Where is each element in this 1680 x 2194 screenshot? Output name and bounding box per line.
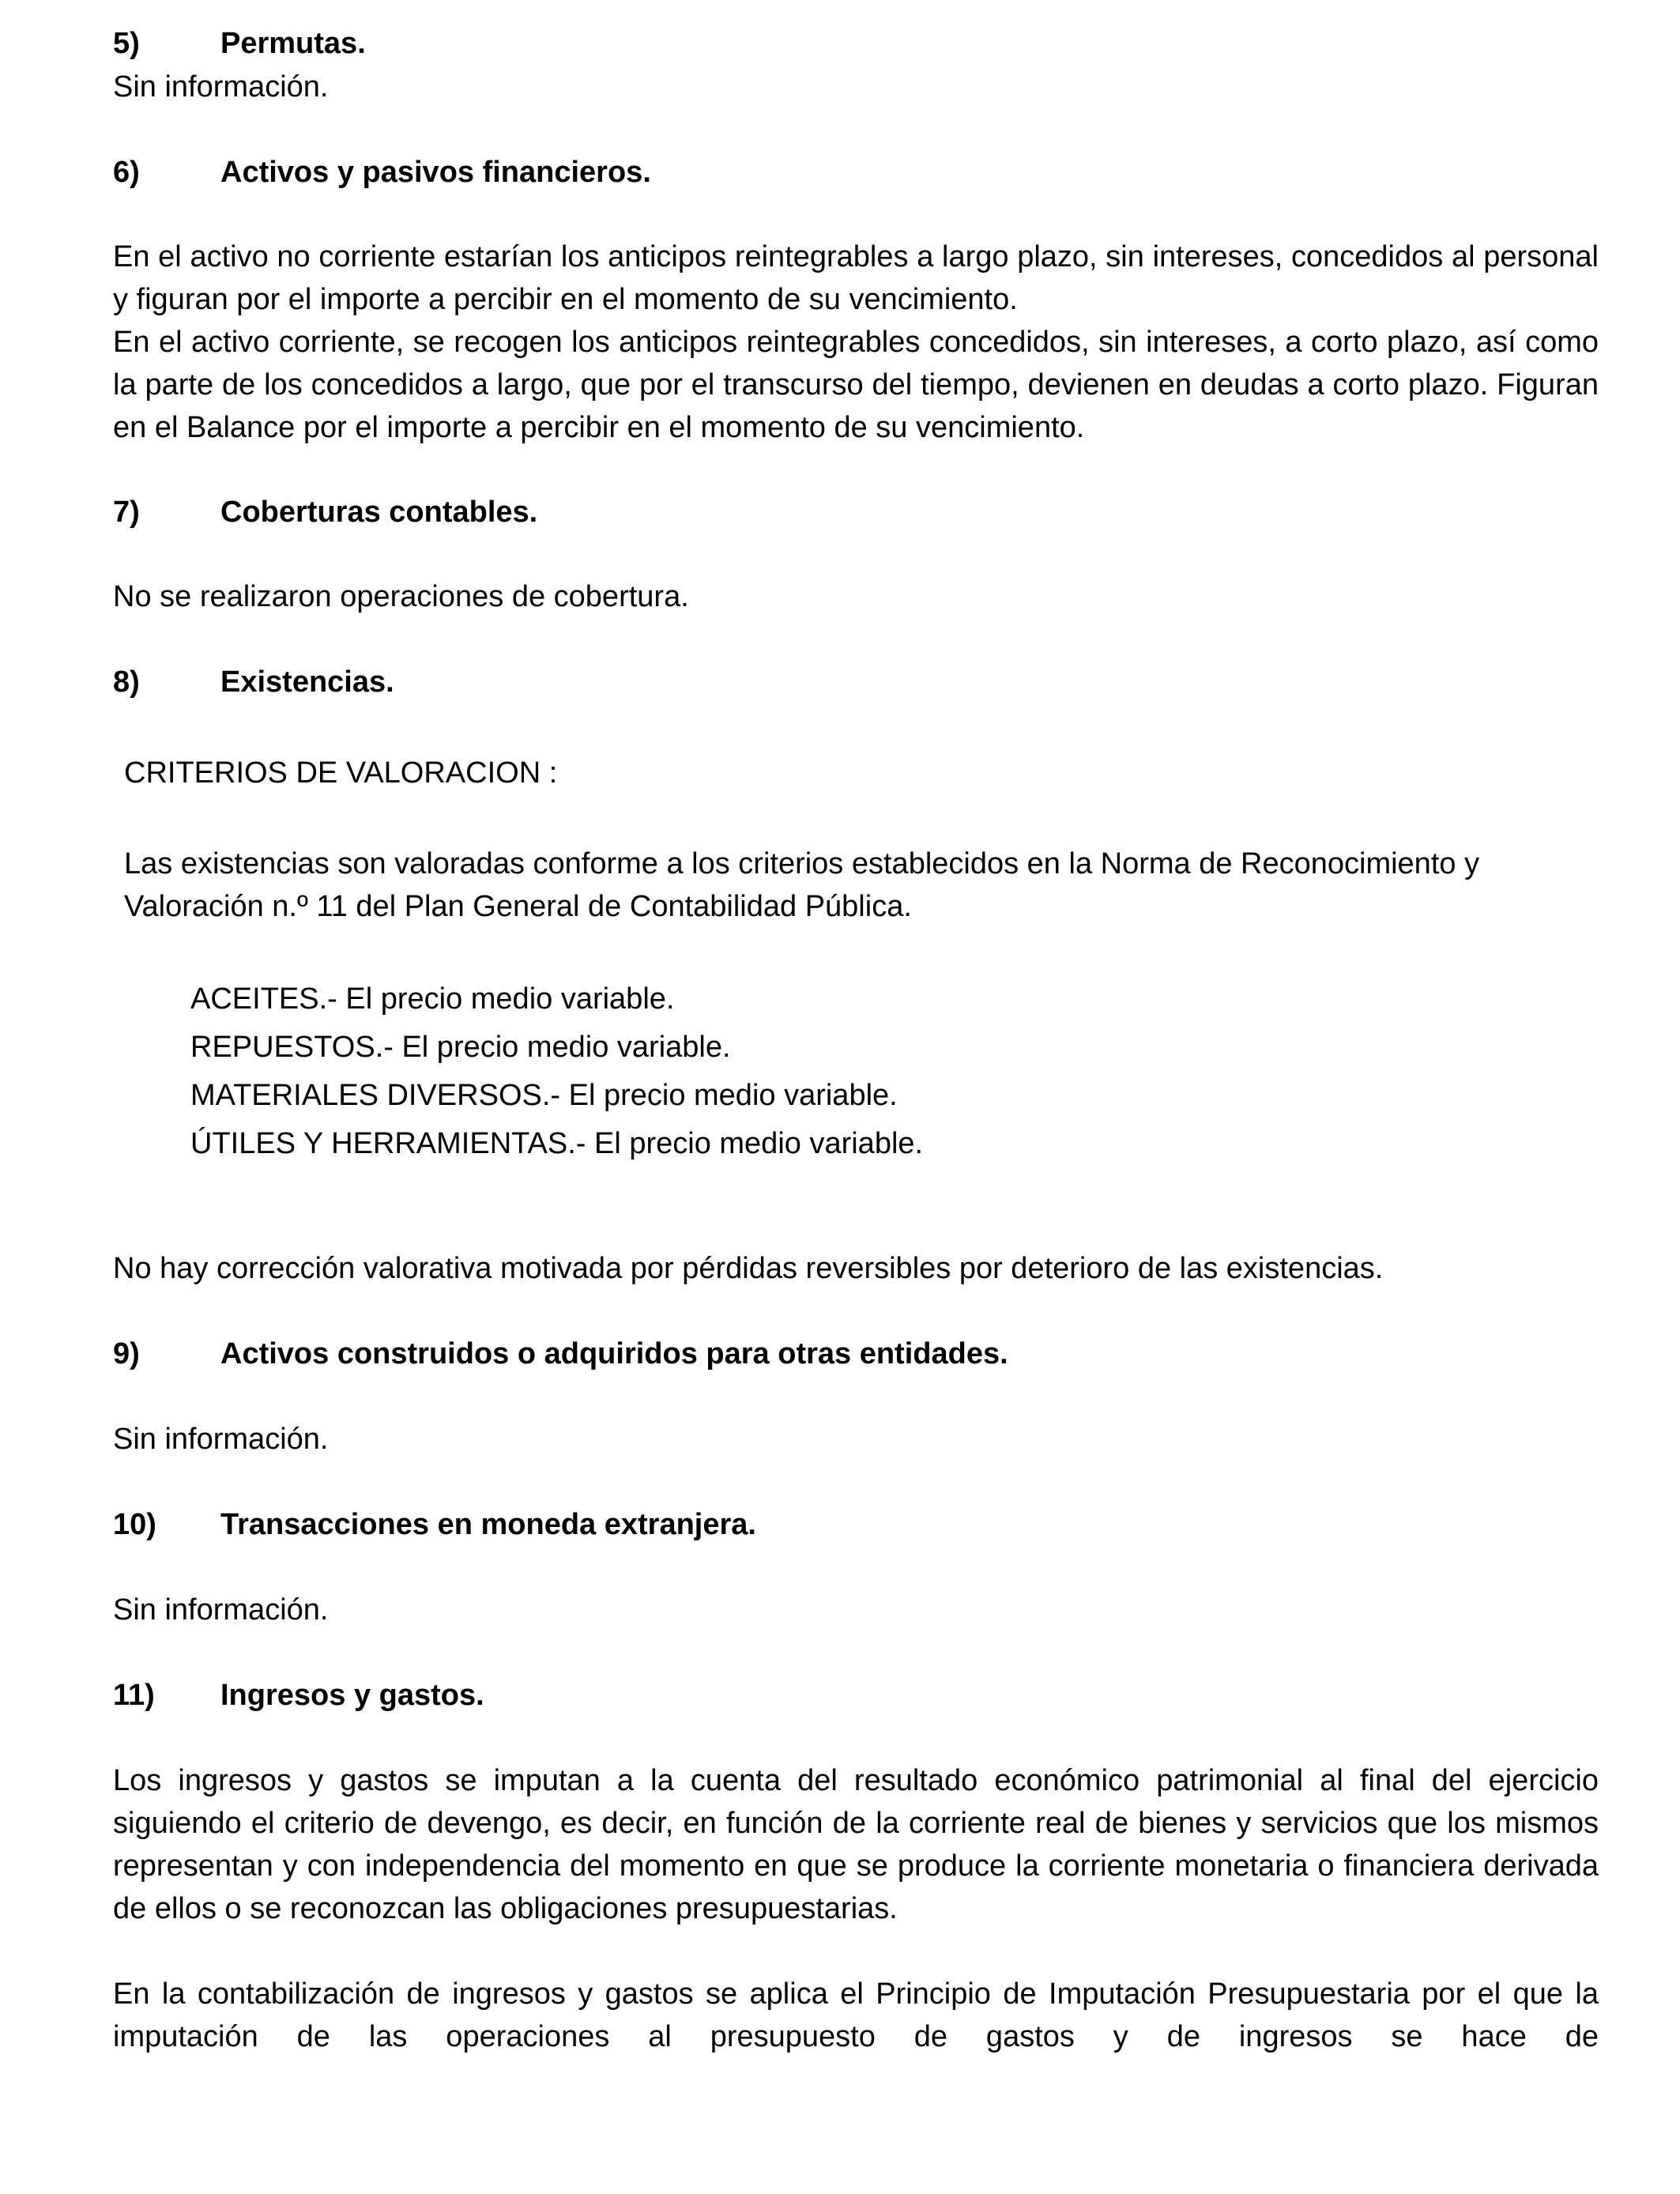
section-title: Permutas.	[220, 27, 366, 60]
paragraph: En el activo no corriente estarían los anticipos reintegrables a largo plazo, sin intereses, concedidos al personal y figuran por el importe a percibir en el momento de su vencimiento.	[113, 240, 1599, 316]
section-heading	[113, 1333, 1599, 1375]
section-number: 10)	[113, 1508, 156, 1541]
section-body: No se realizaron operaciones de cobertura.	[113, 580, 689, 613]
criteria-text: Las existencias son valoradas conforme a los criterios establecidos en la Norma de Reconocimiento y Valoración n.º 11 del Plan General de Contabilidad Pública.	[124, 847, 1480, 923]
list-item: ACEITES.- El precio medio variable.	[190, 982, 675, 1016]
document-page	[113, 22, 1599, 2058]
section-title: Ingresos y gastos.	[220, 1679, 484, 1712]
section-heading	[113, 491, 1599, 533]
section-body: Sin información.	[113, 1423, 329, 1456]
list-item: ÚTILES Y HERRAMIENTAS.- El precio medio variable.	[190, 1127, 924, 1160]
list-item: MATERIALES DIVERSOS.- El precio medio variable.	[190, 1079, 898, 1112]
section-number: 9)	[113, 1337, 140, 1370]
section-title: Existencias.	[220, 665, 394, 699]
section-heading	[113, 661, 1599, 703]
section-heading	[113, 22, 1599, 65]
section-title: Activos y pasivos financieros.	[220, 156, 651, 189]
section-number: 5)	[113, 27, 140, 60]
list-item: REPUESTOS.- El precio medio variable.	[190, 1031, 731, 1064]
paragraph: En la contabilización de ingresos y gastos se aplica el Principio de Imputación Presupuestaria por el que la imputación de las operaciones al presupuesto de gastos y de ingresos se hace de	[113, 1977, 1599, 2053]
section-heading	[113, 1674, 1599, 1717]
section-heading	[113, 1503, 1599, 1546]
section-heading	[113, 151, 1599, 194]
section-title: Transacciones en moneda extranjera.	[220, 1508, 756, 1541]
closing-paragraph: No hay corrección valorativa motivada por pérdidas reversibles por deterioro de las existencias.	[113, 1252, 1384, 1285]
section-body: Sin información.	[113, 70, 329, 104]
section-body: Sin información.	[113, 1593, 329, 1627]
section-title: Coberturas contables.	[220, 496, 538, 529]
paragraph: En el activo corriente, se recogen los anticipos reintegrables concedidos, sin intereses, a corto plazo, así como la parte de los concedidos a largo, que por el transcurso del tiempo, devienen en deudas a corto plazo. Figuran en el Balance por el importe a percibir en el momento de su vencimiento.	[113, 326, 1599, 444]
valuation-list	[113, 975, 1599, 1168]
criteria-label: CRITERIOS DE VALORACION :	[124, 756, 558, 790]
section-title: Activos construidos o adquiridos para otras entidades.	[220, 1337, 1008, 1370]
section-number: 6)	[113, 156, 140, 189]
section-number: 7)	[113, 496, 140, 529]
section-number: 11)	[113, 1679, 155, 1712]
paragraph: Los ingresos y gastos se imputan a la cuenta del resultado económico patrimonial al final del ejercicio siguiendo el criterio de devengo, es decir, en función de la corriente real de bienes y servicios que los mismos representan y con independencia del momento en que se produce la corriente monetaria o financiera derivada de ellos o se reconozcan las obligaciones presupuestarias.	[113, 1764, 1599, 1925]
section-number: 8)	[113, 665, 140, 699]
